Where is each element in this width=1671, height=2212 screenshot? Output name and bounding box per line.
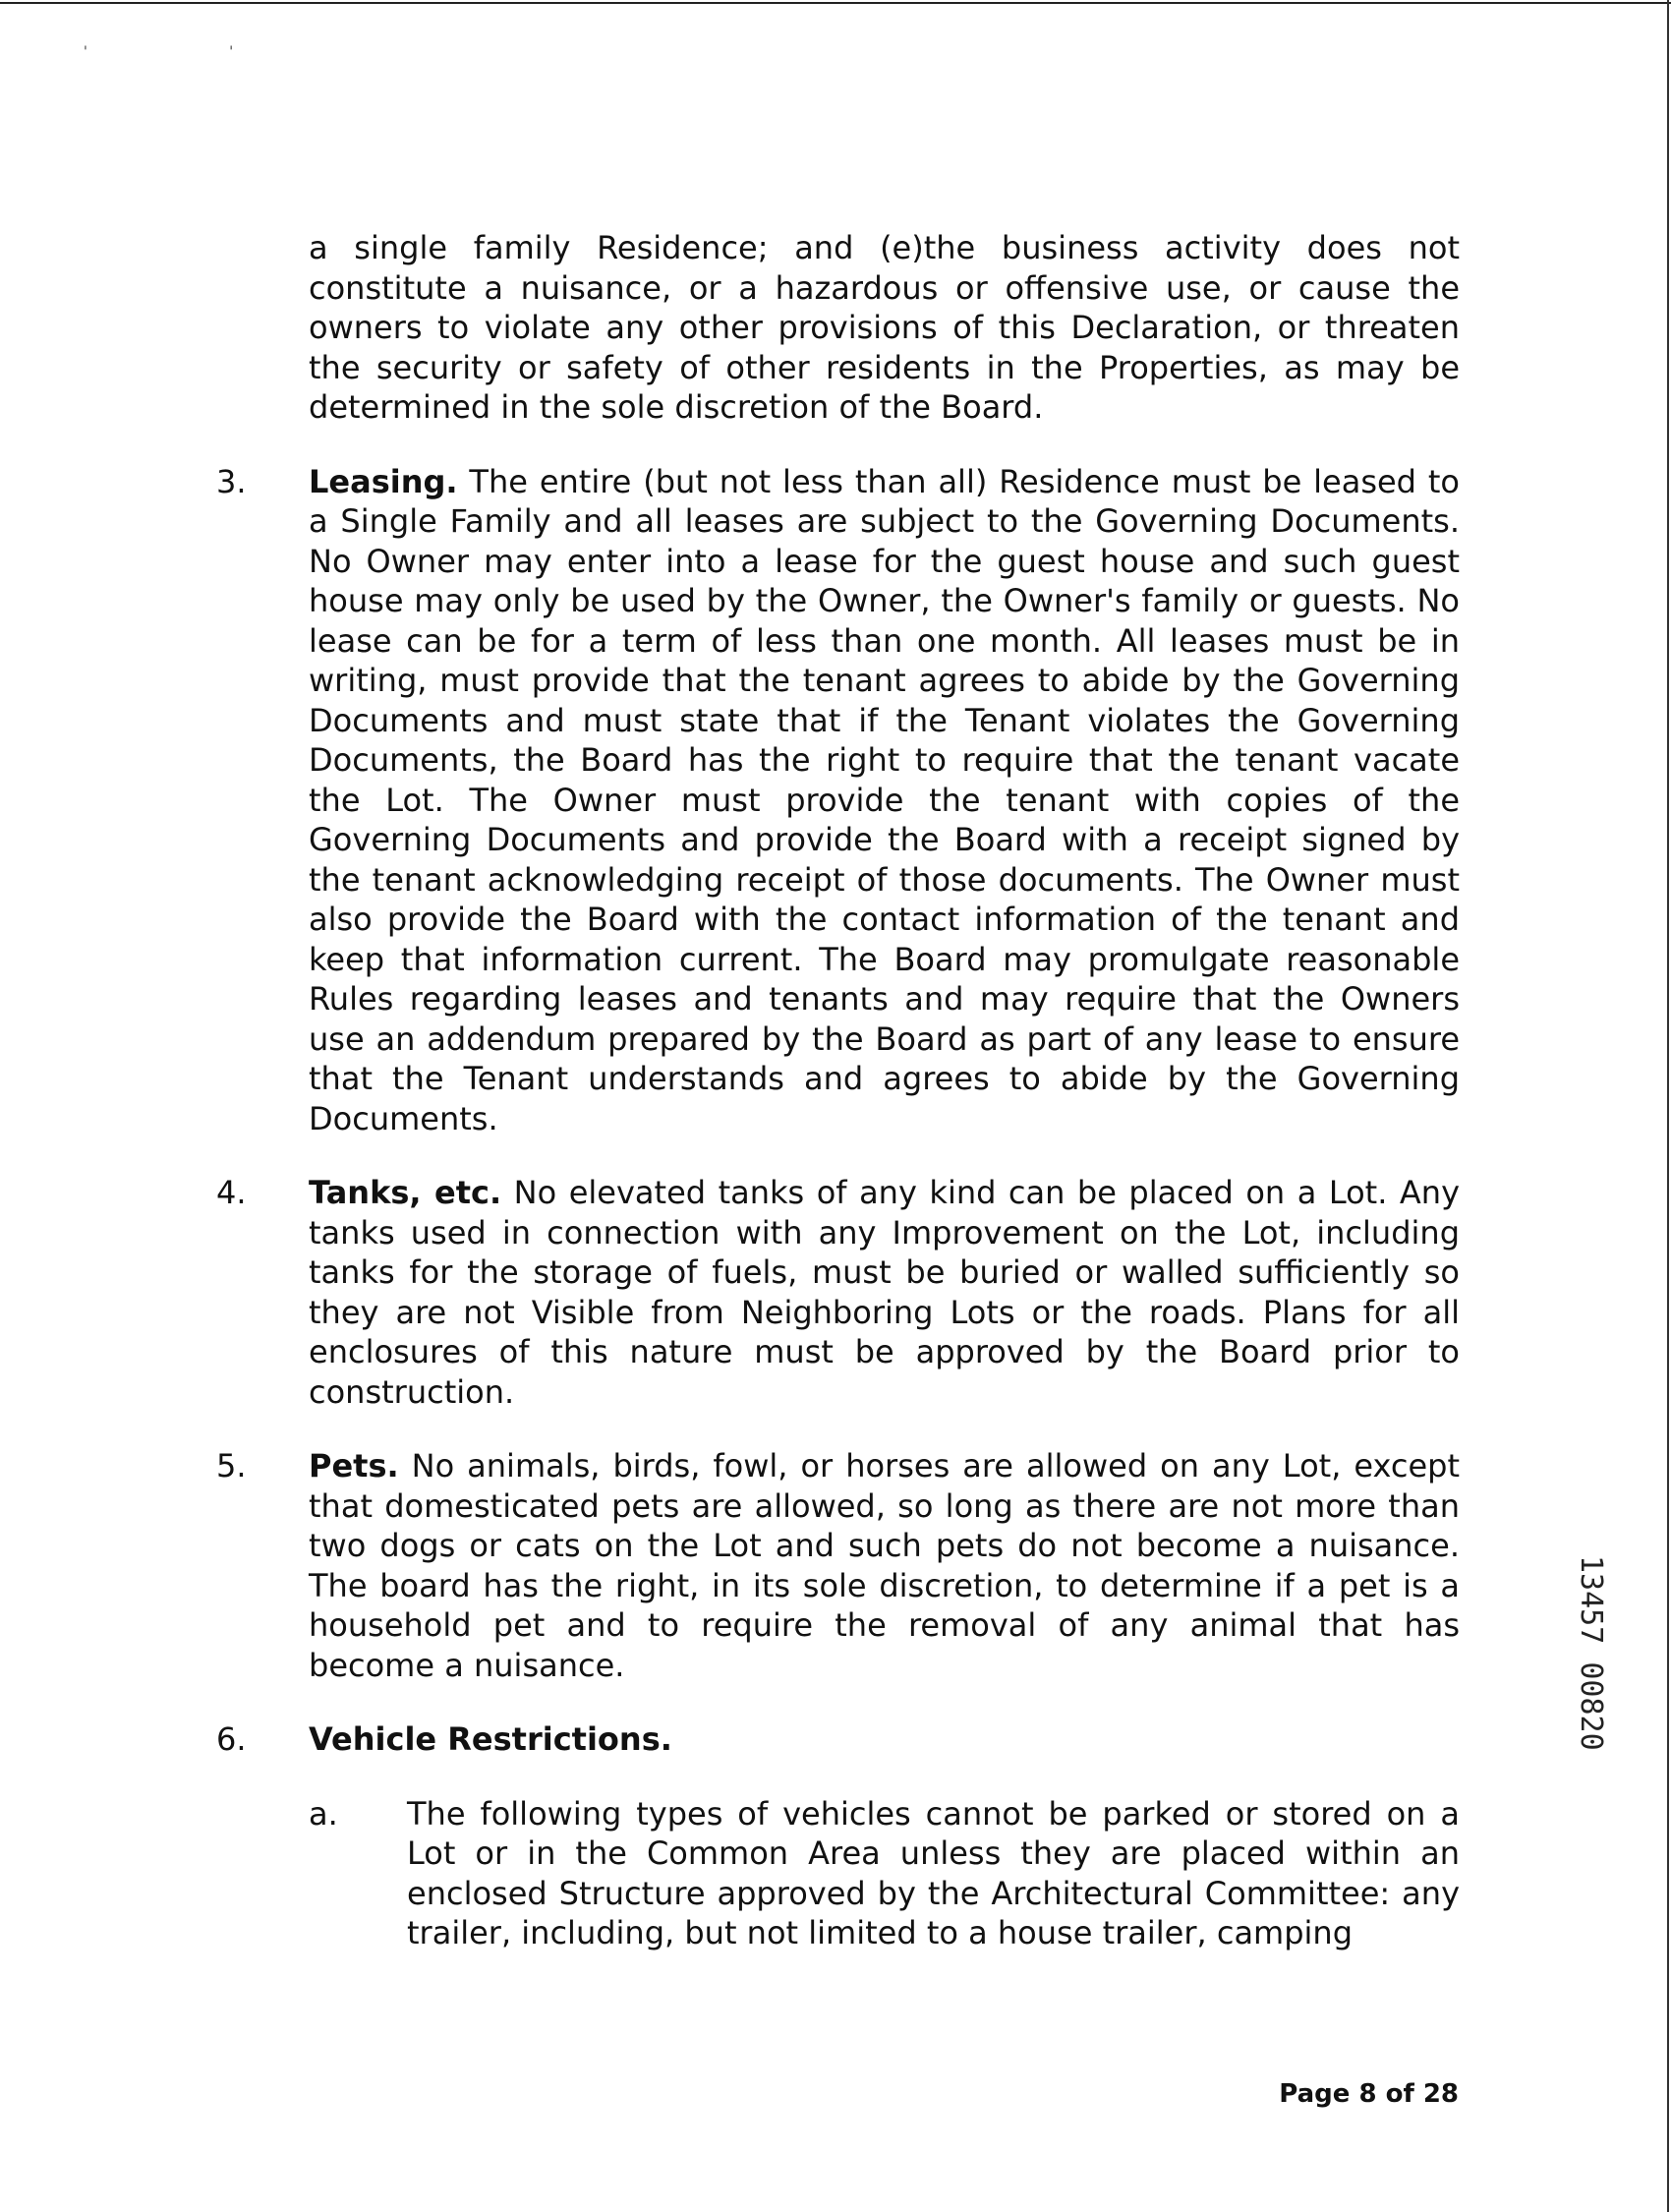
vehicle-subitem-a: [216, 1794, 1460, 1953]
section-text: No animals, birds, fowl, or horses are allowed on any Lot, except that domesticated pets are allowed, so long as there are not more than two dogs or cats on the Lot and such pets do not become a nuisance. The board has the right, in its sole discretion, to determine if a pet is a household pet and to require the removal of any animal that has become a nuisance.: [309, 1447, 1460, 1684]
page-number: Page 8 of 28: [1279, 2079, 1459, 2109]
scan-right-edge: [1667, 0, 1669, 2212]
subitem-letter: a.: [309, 1794, 338, 1833]
section-number: 5.: [216, 1447, 247, 1484]
section-pets: [216, 1446, 1460, 1685]
recording-stamp: 13457 00820: [1574, 1555, 1608, 1751]
section-body: [309, 1446, 1460, 1685]
section-text: The entire (but not less than all) Residence must be leased to a Single Family and all leases are subject to the Governing Documents. No Owner may enter into a lease for the guest house and such guest house may only be used by the Owner, the Owner's family or guests. No lease can be for a term of less than one month. All leases must be in writing, must provide that the tenant agrees to abide by the Governing Documents and must state that if the Tenant violates the Governing Documents, the Board has the right to require that the tenant vacate the Lot. The Owner must provide the tenant with copies of the Governing Documents and provide the Board with a receipt signed by the tenant acknowledging receipt of those documents. The Owner must also provide the Board with the contact information of the tenant and keep that information current. The Board may promulgate reasonable Rules regarding leases and tenants and may require that the Owners use an addendum prepared by the Board as part of any lease to ensure that the Tenant understands and agrees to abide by the Governing Documents.: [309, 462, 1460, 1137]
section-text: No elevated tanks of any kind can be placed on a Lot. Any tanks used in connection with any Improvement on the Lot, including tanks for the storage of fuels, must be buried or walled sufficiently so they are not Visible from Neighboring Lots or the roads. Plans for all enclosures of this nature must be approved by the Board prior to construction.: [309, 1174, 1461, 1411]
section-vehicle-restrictions: [216, 1719, 1460, 1760]
section-heading: Tanks, etc.: [309, 1174, 502, 1211]
section-body: [309, 1173, 1460, 1412]
section-number: 6.: [216, 1720, 247, 1758]
document-body: [216, 228, 1460, 1988]
section-heading: Vehicle Restrictions.: [309, 1720, 672, 1758]
intro-text: a single family Residence; and (e)the business activity does not constitute a nuisance, or a hazardous or offensive use, or cause the owners to violate any other provisions of this Declaration, or threaten the security or safety of other residents in the Properties, as may be determined in the sole discretion of the Board.: [309, 229, 1460, 426]
intro-paragraph: [216, 228, 1460, 428]
section-heading: Pets.: [309, 1447, 399, 1484]
section-number: 4.: [216, 1174, 247, 1211]
section-heading: Leasing.: [309, 462, 458, 500]
scan-specks: ' ': [84, 44, 303, 60]
section-leasing: [216, 462, 1460, 1139]
section-tanks: [216, 1173, 1460, 1412]
subitem-text: The following types of vehicles cannot be parked or stored on a Lot or in the Common Area unless they are placed within an enclosed Structure approved by the Architectural Committee: any trailer, including, but not limited to a house trailer, camping: [407, 1794, 1460, 1951]
section-number: 3.: [216, 462, 247, 500]
section-body: [309, 462, 1460, 1139]
scan-top-edge: [0, 2, 1671, 4]
